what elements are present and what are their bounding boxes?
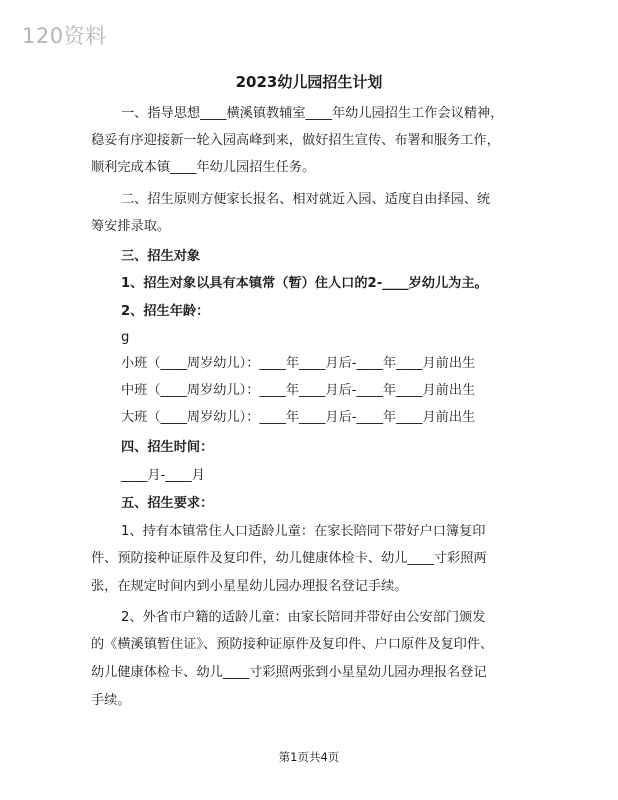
paragraph-line: 幼儿健康体检卡、幼儿____寸彩照两张到小星星幼儿园办理报名登记 (91, 665, 487, 680)
page-footer: 第1页共4页 (278, 750, 340, 764)
paragraph-line: 件、预防接种证原件及复印件，幼儿健康体检卡、幼儿____寸彩照两 (91, 551, 487, 566)
paragraph-line: 顺利完成本镇____年幼儿园招生任务。 (91, 160, 316, 175)
paragraph-line: 2、外省市户籍的适龄儿童：由家长陪同并带好由公安部门颁发 (121, 610, 486, 625)
watermark: 120资料 (22, 24, 107, 48)
paragraph-line: 1、持有本镇常住人口适龄儿童：在家长陪同下带好户口簿复印 (121, 524, 486, 539)
paragraph-line: 手续。 (91, 693, 131, 708)
class-row-middle: 中班（____周岁幼儿）：____年____月后-____年____月前出生 (121, 383, 476, 398)
class-row-large: 大班（____周岁幼儿）：____年____月后-____年____月前出生 (121, 410, 476, 425)
paragraph-line: 的《横溪镇暂住证》、预防接种证原件及复印件、户口原件及复印件、 (91, 637, 494, 652)
section-heading: 四、招生时间： (121, 440, 214, 455)
paragraph-line: g (121, 330, 130, 345)
class-row-small: 小班（____周岁幼儿）：____年____月后-____年____月前出生 (121, 356, 476, 371)
document-title: 2023幼儿园招生计划 (235, 73, 383, 91)
section-heading: 五、招生要求： (121, 496, 214, 511)
paragraph-line: 二、招生原则方便家长报名、相对就近入园、适度自由择园、统 (121, 192, 491, 207)
paragraph-line: 张，在规定时间内到小星星幼儿园办理报名登记手续。 (91, 579, 408, 594)
section-heading: 三、招生对象 (121, 249, 201, 264)
section-heading: 2、招生年龄： (121, 304, 210, 319)
paragraph-line: ____月-____月 (121, 468, 205, 483)
paragraph-line: 稳妥有序迎接新一轮入园高峰到来，做好招生宣传、布署和服务工作， (91, 133, 500, 148)
paragraph-line: 筹安排录取。 (91, 219, 171, 234)
paragraph-line: 一、指导思想____横溪镇教辅室____年幼儿园招生工作会议精神， (121, 106, 504, 121)
paragraph-line: 1、招生对象以具有本镇常（暂）住人口的2-____岁幼儿为主。 (121, 276, 488, 291)
